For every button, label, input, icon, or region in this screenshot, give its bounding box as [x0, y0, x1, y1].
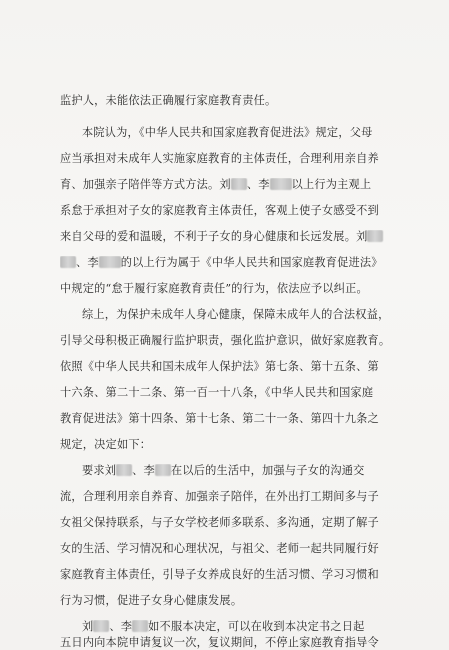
- text-segment: 育、加强亲子陪伴等方式方法。刘: [60, 178, 231, 191]
- text-line: [60, 542, 396, 556]
- text-line: [60, 636, 396, 650]
- redaction-mark: [60, 256, 76, 268]
- redaction-mark: [270, 178, 292, 190]
- text-segment: 家庭教育主体责任，引导子女养成良好的生活习惯、学习习惯和: [60, 568, 379, 581]
- text-segment: 、李: [246, 178, 270, 191]
- text-line: [60, 334, 396, 348]
- redaction-mark: [116, 464, 132, 476]
- text-segment: 依照《中华人民共和国未成年人保护法》第七条、第十五条、第: [60, 360, 379, 373]
- text-segment: 十六条、第二十二条、第一百一十八条，《中华人民共和国家庭: [60, 386, 374, 399]
- text-line: [60, 230, 396, 244]
- text-segment: 综上，为保护未成年人身心健康，保障未成年人的合法权益，: [82, 308, 390, 321]
- text-line: [60, 490, 396, 504]
- text-line: [60, 94, 396, 108]
- text-segment: 如不服本决定，可以在收到本决定书之日起: [148, 620, 365, 633]
- redaction-mark: [99, 256, 121, 268]
- text-segment: 规定，决定如下：: [60, 438, 152, 451]
- text-segment: 应当承担对未成年人实施家庭教育的主体责任，合理利用亲自养: [60, 152, 379, 165]
- text-segment: 、李: [76, 256, 99, 269]
- text-segment: 来自父母的爱和温暖，不利于子女的身心健康和长远发展。刘: [60, 230, 368, 243]
- text-segment: 流，合理利用亲自养育、加强亲子陪伴，在外出打工期间多与子: [60, 490, 379, 503]
- text-line: [82, 308, 396, 322]
- text-line: [60, 568, 396, 582]
- text-line: [60, 178, 396, 192]
- text-segment: 行为习惯，促进子女身心健康发展。: [60, 594, 243, 607]
- text-segment: 刘: [82, 620, 94, 633]
- redaction-mark: [231, 178, 247, 190]
- text-segment: 引导父母积极正确履行监护职责，强化监护意识，做好家庭教育。: [60, 334, 391, 347]
- text-line: [60, 516, 396, 530]
- redaction-mark: [132, 620, 148, 632]
- text-segment: 监护人，未能依法正确履行家庭教育责任。: [60, 94, 277, 107]
- text-line: [60, 438, 396, 452]
- text-segment: 中规定的“怠于履行家庭教育责任”的行为，依法应予以纠正。: [60, 282, 368, 295]
- text-line: [82, 464, 396, 478]
- text-segment: 、李: [132, 464, 155, 477]
- text-segment: 系怠于承担对子女的家庭教育主体责任，客观上使子女感受不到: [60, 204, 379, 217]
- text-line: [60, 594, 396, 608]
- text-line: [82, 126, 396, 140]
- text-line: [82, 620, 396, 634]
- text-segment: 女的生活、学习情况和心理状况，与祖父、老师一起共同履行好: [60, 542, 379, 555]
- text-line: [60, 204, 396, 218]
- text-segment: 要求刘: [82, 464, 117, 477]
- redaction-mark: [93, 620, 109, 632]
- text-line: [60, 412, 396, 426]
- text-segment: 本院认为，《中华人民共和国家庭教育促进法》规定，父母: [82, 126, 373, 139]
- text-line: [60, 282, 396, 296]
- text-line: [60, 152, 396, 166]
- text-line: [60, 386, 396, 400]
- text-segment: 的以上行为属于《中华人民共和国家庭教育促进法》: [120, 256, 383, 269]
- text-segment: 在以后的生活中，加强与子女的沟通交: [170, 464, 365, 477]
- text-segment: 以上行为主观上: [291, 178, 372, 191]
- redaction-mark: [367, 230, 383, 242]
- text-segment: 教育促进法》第十四条、第十七条、第二十一条、第四十九条之: [60, 412, 379, 425]
- text-line: [60, 256, 396, 270]
- redaction-mark: [155, 464, 171, 476]
- text-segment: 女祖父保持联系，与子女学校老师多联系、多沟通，定期了解子: [60, 516, 379, 529]
- text-line: [60, 360, 396, 374]
- text-segment: 五日内向本院申请复议一次，复议期间，不停止家庭教育指导令: [60, 636, 379, 649]
- text-segment: 、李: [109, 620, 133, 633]
